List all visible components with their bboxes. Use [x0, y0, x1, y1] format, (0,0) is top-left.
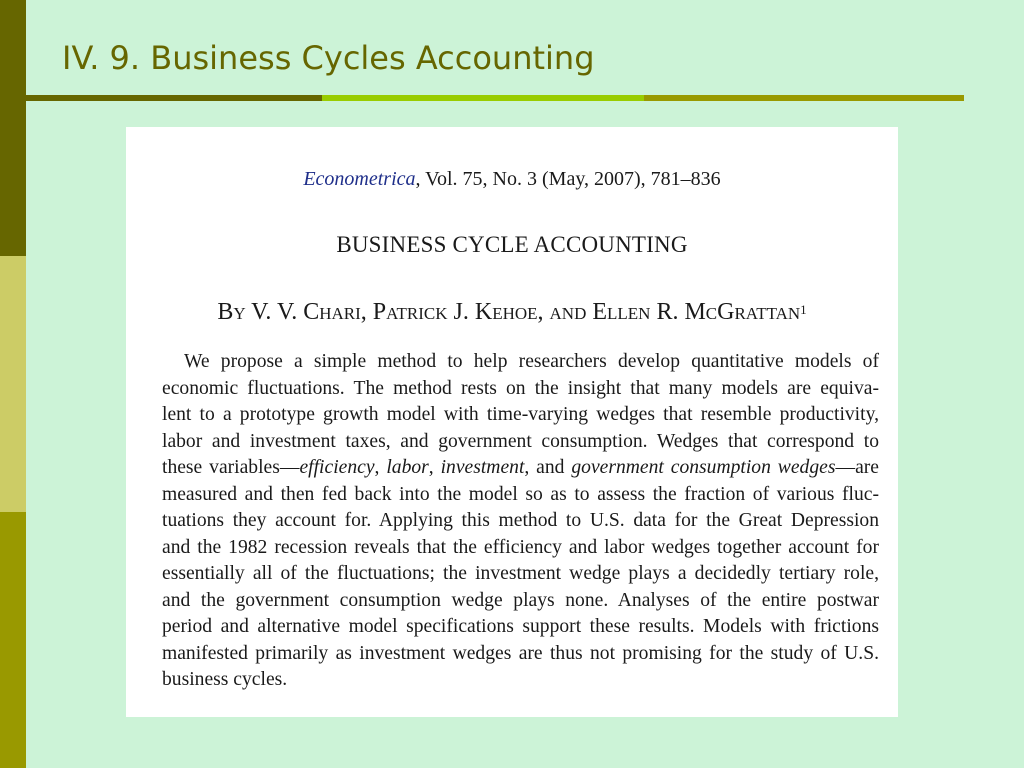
sidebar-segment-bottom — [0, 512, 26, 768]
abstract-line: business cycles. — [162, 669, 288, 690]
abstract-line: economic fluctuations. The method rests on the insight that many models are equiva- — [162, 377, 879, 399]
abstract-text: , and — [524, 457, 572, 478]
abstract-italic-term: investment — [440, 457, 525, 478]
slide-title: IV. 9. Business Cycles Accounting — [62, 39, 595, 77]
title-rule-lime — [322, 95, 644, 101]
sidebar-segment-middle — [0, 256, 26, 512]
abstract-text: these variables— — [162, 457, 300, 478]
abstract-line: and the government consumption wedge plays none. Analyses of the entire postwar — [162, 589, 879, 611]
citation-details: , Vol. 75, No. 3 (May, 2007), 781–836 — [415, 168, 721, 190]
authors-text: By V. V. Chari, Patrick J. Kehoe, and Ellen R. McGrattan — [217, 299, 801, 325]
paper-citation — [126, 167, 898, 191]
sidebar-segment-top — [0, 0, 26, 256]
abstract-line: labor and investment taxes, and government consumption. Wedges that correspond to — [162, 430, 879, 452]
abstract-text: , — [428, 457, 441, 478]
paper-authors — [126, 297, 898, 327]
abstract-line — [162, 455, 879, 482]
paper-title: BUSINESS CYCLE ACCOUNTING — [336, 232, 688, 257]
abstract-line: manifested primarily as investment wedges are thus not promising for the study of U.S. — [162, 642, 879, 664]
journal-name: Econometrica — [303, 168, 416, 190]
authors-footnote-marker: 1 — [800, 302, 807, 317]
abstract-line: tuations they account for. Applying this method to U.S. data for the Great Depression — [162, 510, 879, 531]
title-rule-dark — [26, 95, 322, 101]
paper-abstract — [162, 349, 879, 694]
abstract-italic-term: labor — [386, 457, 429, 478]
paper-excerpt-image — [126, 127, 898, 717]
sidebar-decoration — [0, 0, 26, 768]
abstract-italic-term: efficiency — [299, 457, 375, 478]
abstract-line: essentially all of the fluctuations; the investment wedge plays a decidedly tertiary role, — [162, 563, 879, 584]
abstract-line: We propose a simple method to help researchers develop quantitative models of — [184, 351, 879, 372]
abstract-line: and the 1982 recession reveals that the efficiency and labor wedges together account for — [162, 536, 879, 558]
abstract-italic-term: government consumption wedges — [571, 457, 836, 478]
abstract-line: measured and then fed back into the model so as to assess the fraction of various fluc- — [162, 483, 879, 505]
abstract-text: , — [374, 457, 387, 478]
title-rule-olive — [644, 95, 964, 101]
abstract-text: —are — [835, 457, 879, 478]
abstract-line: period and alternative model specifications support these results. Models with frictions — [162, 616, 879, 637]
abstract-line: lent to a prototype growth model with time-varying wedges that resemble productivity, — [162, 404, 879, 425]
